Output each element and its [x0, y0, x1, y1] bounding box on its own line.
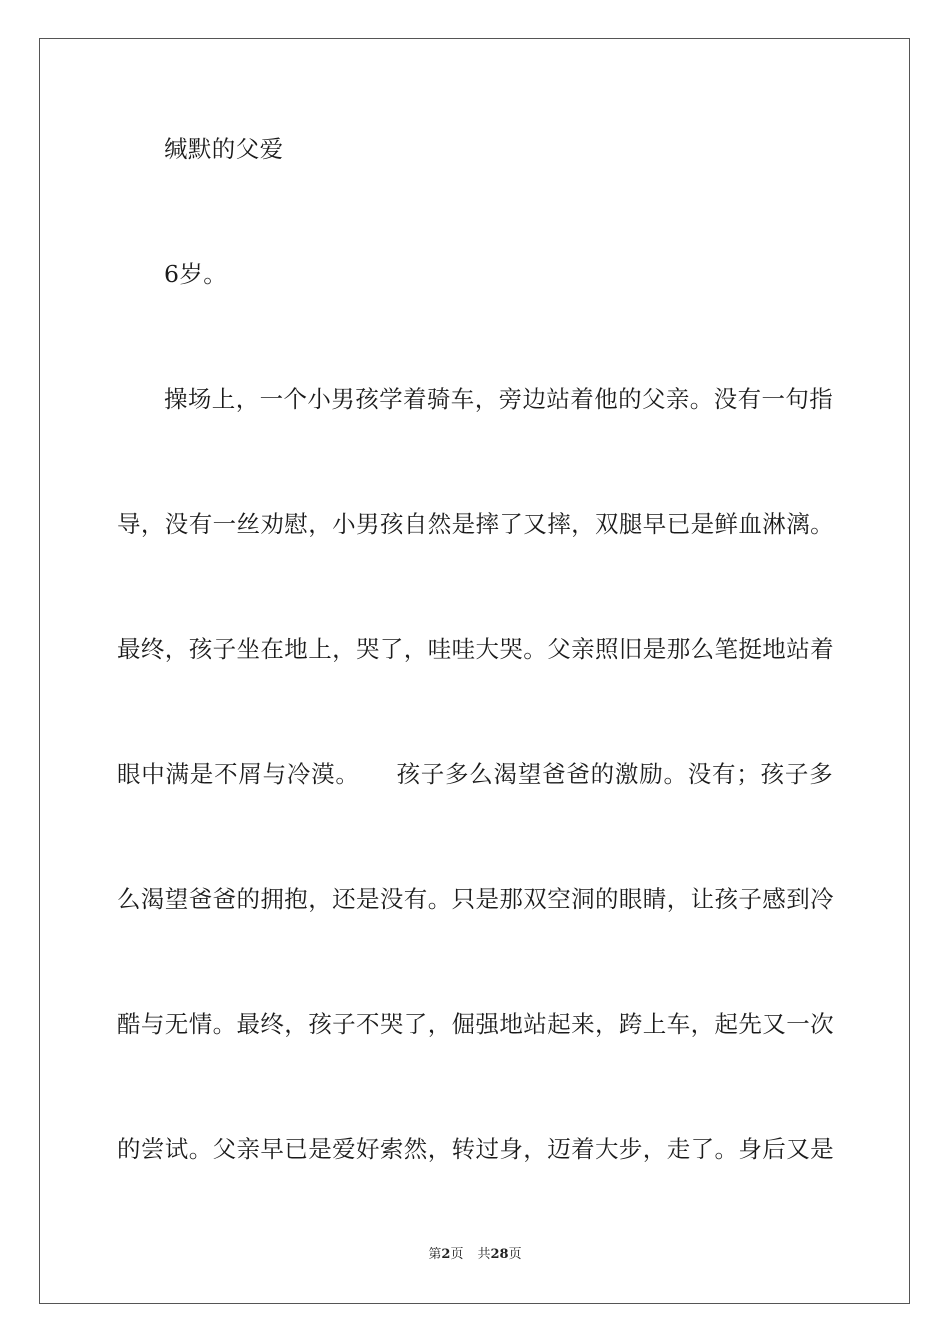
current-page-number: 2 — [441, 1247, 451, 1262]
page-prefix: 第 — [428, 1247, 442, 1262]
paragraph-line: 操场上，一个小男孩学着骑车，旁边站着他的父亲。没有一句指 — [164, 385, 834, 413]
paragraph-line: 么渴望爸爸的拥抱，还是没有。只是那双空洞的眼睛，让孩子感到冷 — [117, 885, 834, 913]
total-unit: 页 — [508, 1247, 522, 1262]
paragraph-line: 6岁。 — [164, 260, 228, 288]
document-title: 缄默的父爱 — [164, 135, 284, 163]
paragraph-line: 导，没有一丝劝慰，小男孩自然是摔了又摔，双腿早已是鲜血淋漓。 — [117, 510, 834, 538]
page-unit: 页 — [450, 1247, 464, 1262]
total-prefix: 共 — [477, 1247, 491, 1262]
page-footer — [0, 1246, 950, 1264]
paragraph-line: 酷与无情。最终，孩子不哭了，倔强地站起来，跨上车，起先又一次 — [117, 1010, 834, 1038]
total-page-number: 28 — [490, 1247, 509, 1262]
paragraph-line: 眼中满是不屑与冷漠。 孩子多么渴望爸爸的激励。没有；孩子多 — [117, 760, 833, 788]
paragraph-line: 最终，孩子坐在地上，哭了，哇哇大哭。父亲照旧是那么笔挺地站着 — [117, 635, 834, 663]
page-border — [39, 38, 910, 1304]
paragraph-line: 的尝试。父亲早已是爱好索然，转过身，迈着大步，走了。身后又是 — [117, 1135, 834, 1163]
